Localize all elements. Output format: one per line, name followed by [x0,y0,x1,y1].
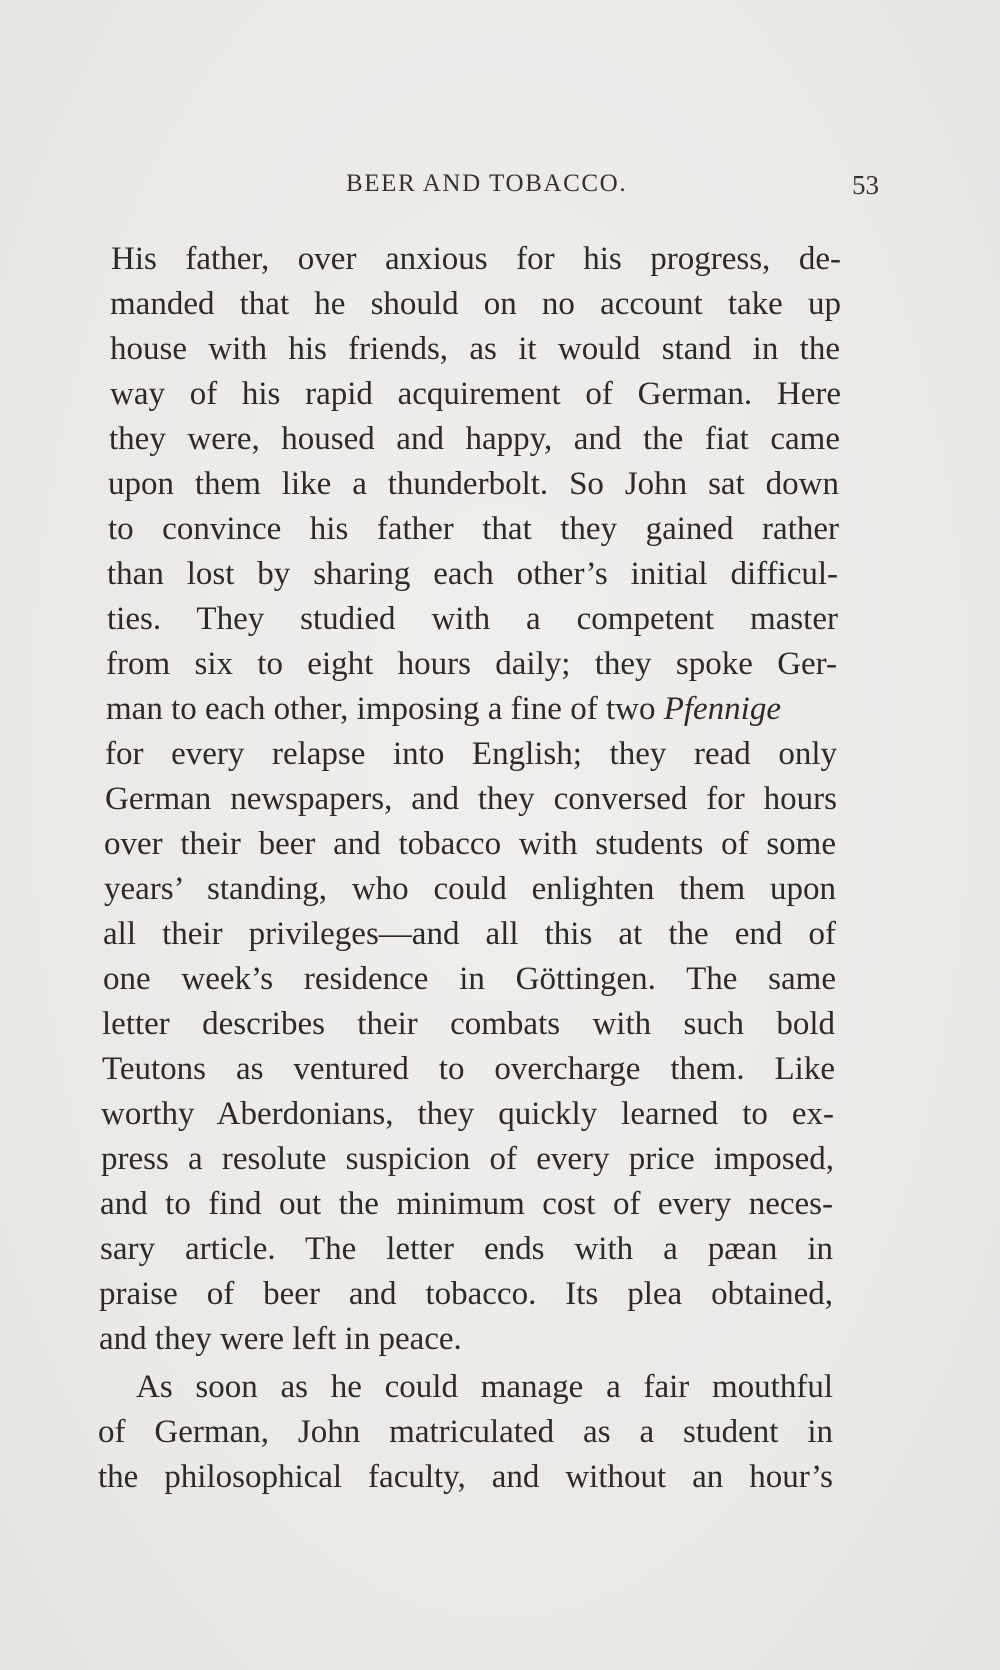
text-line: over their beer and tobacco with students of some [104,826,836,862]
text-line: His father, over anxious for his progress, de- [111,241,841,277]
text-line: Teutons as ventured to overcharge them. Like [102,1051,835,1087]
text-line: press a resolute suspicion of every price imposed, [101,1141,834,1177]
text-line: for every relapse into English; they read only [105,736,837,772]
text-line: ties. They studied with a competent master [107,601,838,637]
running-head [0,170,1000,206]
text-line: letter describes their combats with such bold [102,1006,835,1042]
text-line: the philosophical faculty, and without an hour’s [98,1459,833,1495]
text-line: to convince his father that they gained rather [108,511,839,547]
italic-word: Pfennige [663,691,781,727]
text-line: years’ standing, who could enlighten them upon [104,871,836,907]
text-line: one week’s residence in Göttingen. The same [103,961,836,997]
text-line: they were, housed and happy, and the fiat came [109,421,840,457]
text-line: of German, John matriculated as a student in [98,1414,833,1450]
running-title: BEER AND TOBACCO. [346,170,628,197]
text-line: sary article. The letter ends with a pæan in [100,1231,833,1267]
text-line: all their privileges—and all this at the end of [103,916,836,952]
text-line-paragraph-end: and they were left in peace. [99,1321,462,1357]
text-line: praise of beer and tobacco. Its plea obtained, [99,1276,833,1312]
text-line-paragraph-start: As soon as he could manage a fair mouthful [136,1369,833,1405]
text-line-segment: man to each other, imposing a fine of two [106,691,656,727]
page-number: 53 [852,170,879,200]
text-line: German newspapers, and they conversed for hours [105,781,837,817]
text-line-with-italic [106,686,838,732]
text-line: and to find out the minimum cost of every neces- [100,1186,833,1222]
text-line: upon them like a thunderbolt. So John sat down [108,466,839,502]
text-line: manded that he should on no account take up [110,286,841,322]
text-line: way of his rapid acquirement of German. Here [110,376,841,412]
text-line: house with his friends, as it would stand in the [110,331,840,367]
text-line: than lost by sharing each other’s initial difficul- [107,556,838,592]
text-line: from six to eight hours daily; they spoke Ger- [106,646,837,682]
text-line: worthy Aberdonians, they quickly learned to ex- [101,1096,834,1132]
